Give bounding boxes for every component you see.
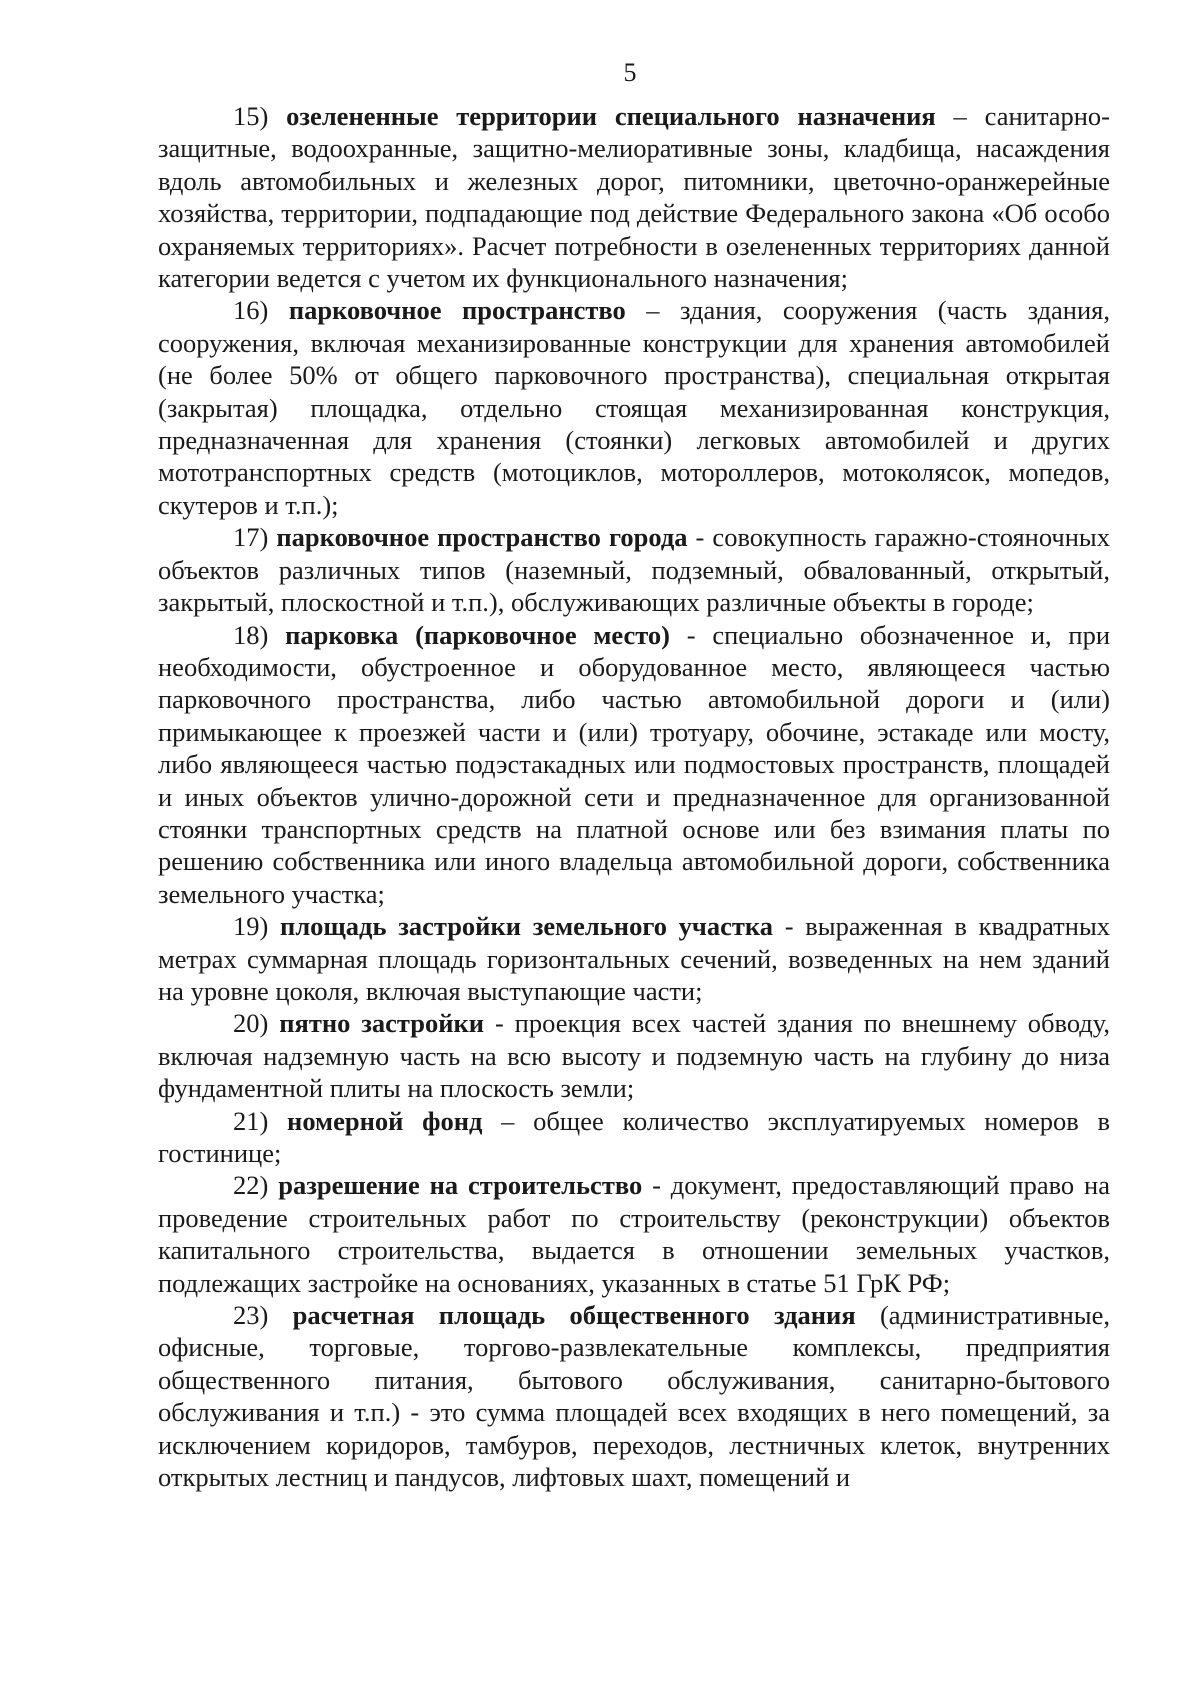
- item-number: 19): [233, 911, 269, 942]
- defined-term: парковочное пространство: [288, 295, 626, 326]
- item-number: 23): [233, 1300, 269, 1331]
- definition-text: - выраженная в квадратных метрах суммарная площадь горизонтальных сечений, возведенных на нем зданий на уровне цоколя, включая выступающие части;: [158, 911, 1111, 1006]
- definition-text: - совокупность гаражно-стояночных объектов различных типов (наземный, подземный, обвалованный, открытый, закрытый, плоскостной и т.п.), обслуживающих различные объекты в городе;: [158, 522, 1110, 618]
- document-body: [158, 100, 1110, 1493]
- defined-term: озелененные территории специального назначения: [286, 101, 936, 131]
- defined-term: разрешение на строительство: [278, 1170, 643, 1201]
- defined-term: расчетная площадь общественного здания: [292, 1300, 856, 1331]
- definition-15: [158, 100, 1110, 294]
- definition-21: [158, 1105, 1110, 1170]
- definition-22: [158, 1169, 1110, 1299]
- definition-text: – общее количество эксплуатируемых номеров в гостинице;: [158, 1105, 1110, 1168]
- item-number: 22): [233, 1170, 269, 1201]
- definition-text: - специально обозначенное и, при необходимости, обустроенное и оборудованное место, являющееся частью парковочного пространства, либо частью автомобильной дороги и (или) примыкающее к проезжей части и (или) тротуару, обочине, эстакаде или мосту, либо являющееся частью подэстакадных или подмостовых пространств, площадей и иных объектов улично-дорожной сети и предназначенное для организованной стоянки транспортных средств на платной основе или без взимания платы по решению собственника или иного владельца автомобильной дороги, собственника земельного участка;: [158, 619, 1111, 909]
- definition-text: – здания, сооружения (часть здания, сооружения, включая механизированные конструкции для хранения автомобилей (не более 50% от общего парковочного пространства), специальная открытая (закрытая) площадка, отдельно стоящая механизированная конструкция, предназначенная для хранения (стоянки) легковых автомобилей и других мототранспортных средств (мотоциклов, мотороллеров, мотоколясок, мопедов, скутеров и т.п.);: [158, 295, 1110, 520]
- definition-text: – санитарно-защитные, водоохранные, защитно-мелиоративные зоны, кладбища, насаждения вдоль автомобильных и железных дорог, питомники, цветочно-оранжерейные хозяйства, территории, подпадающие под действие Федерального закона «Об особо охраняемых территориях». Расчет потребности в озелененных территориях данной категории ведется с учетом их функционального назначения;: [158, 101, 1110, 294]
- defined-term: номерной фонд: [287, 1105, 483, 1136]
- item-number: 17): [233, 522, 269, 553]
- item-number: 15): [233, 101, 269, 131]
- defined-term: площадь застройки земельного участка: [280, 911, 774, 942]
- page-number: 5: [623, 58, 637, 87]
- item-number: 18): [233, 619, 269, 650]
- definition-text: - документ, предоставляющий право на проведение строительных работ по строительству (реконструкции) объектов капитального строительства, выдается в отношении земельных участков, подлежащих застройке на основаниях, указанных в статье 51 ГрК РФ;: [158, 1170, 1110, 1298]
- defined-term: парковочное пространство города: [276, 522, 688, 553]
- definition-23: [158, 1299, 1110, 1493]
- definition-20: [158, 1007, 1110, 1104]
- item-number: 16): [233, 295, 269, 326]
- defined-term: парковка (парковочное место): [285, 619, 670, 650]
- definition-text: - проекция всех частей здания по внешнему обводу, включая надземную часть на всю высоту и подземную часть на глубину до низа фундаментной плиты на плоскость земли;: [158, 1008, 1111, 1104]
- defined-term: пятно застройки: [279, 1008, 485, 1039]
- definition-16: [158, 294, 1110, 521]
- item-number: 21): [233, 1105, 269, 1136]
- item-number: 20): [233, 1008, 269, 1039]
- definition-text: (административные, офисные, торговые, торгово-развлекательные комплексы, предприятия общественного питания, бытового обслуживания, санитарно-бытового обслуживания и т.п.) - это сумма площадей всех входящих в него помещений, за исключением коридоров, тамбуров, переходов, лестничных клеток, внутренних открытых лестниц и пандусов, лифтовых шахт, помещений и: [158, 1300, 1110, 1493]
- definition-17: [158, 521, 1110, 618]
- definition-18: [158, 619, 1110, 911]
- definition-19: [158, 910, 1110, 1007]
